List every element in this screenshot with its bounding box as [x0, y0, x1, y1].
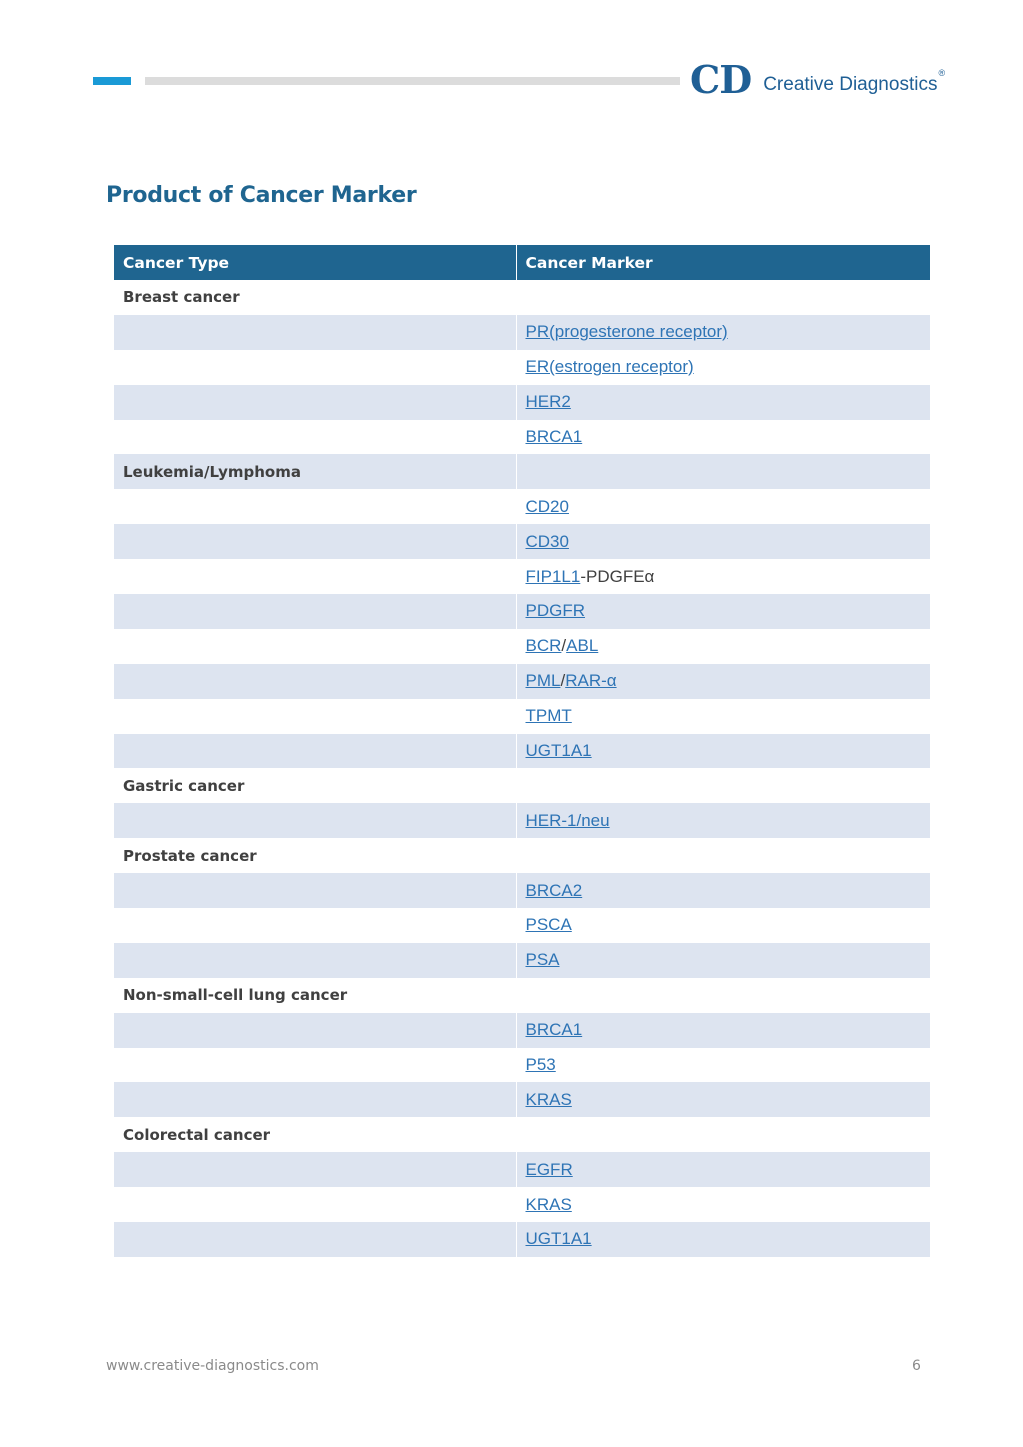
- footer-website: www.creative-diagnostics.com: [106, 1358, 319, 1374]
- marker-link[interactable]: PDGFR: [525, 601, 585, 621]
- table-row: [114, 594, 930, 629]
- cancer-marker-cell: [516, 943, 930, 978]
- logo-name: Creative Diagnostics: [763, 74, 938, 95]
- cancer-type-cell: [114, 1013, 516, 1048]
- marker-link[interactable]: PSA: [525, 950, 560, 970]
- cancer-marker-cell: [516, 280, 930, 315]
- cancer-marker-cell: [516, 1082, 930, 1117]
- marker-link[interactable]: HER2: [525, 392, 571, 412]
- cancer-marker-cell: [516, 1152, 930, 1187]
- cancer-type-cell: [114, 943, 516, 978]
- page-title: Product of Cancer Marker: [106, 183, 417, 208]
- table-row: [114, 385, 930, 420]
- cancer-type-cell: [114, 1082, 516, 1117]
- cancer-type-cell: [114, 629, 516, 664]
- cancer-marker-cell: [516, 629, 930, 664]
- table-row: [114, 699, 930, 734]
- table-row: [114, 1048, 930, 1083]
- header-divider-bar: [145, 77, 680, 85]
- cancer-type-cell: Prostate cancer: [114, 838, 516, 873]
- cancer-marker-cell: [516, 1048, 930, 1083]
- table-row: [114, 350, 930, 385]
- table-row: [114, 559, 930, 594]
- marker-text: /: [560, 671, 566, 691]
- marker-link[interactable]: PSCA: [525, 915, 572, 935]
- cancer-marker-cell: [516, 489, 930, 524]
- cancer-type-cell: [114, 1187, 516, 1222]
- cancer-marker-cell: [516, 350, 930, 385]
- table-row: [114, 1222, 930, 1257]
- table-row: [114, 838, 930, 873]
- marker-link[interactable]: TPMT: [525, 706, 572, 726]
- page-number: 6: [912, 1358, 921, 1374]
- cancer-marker-cell: [516, 454, 930, 489]
- table-row: [114, 315, 930, 350]
- marker-link[interactable]: ABL: [566, 636, 599, 656]
- cancer-type-cell: [114, 350, 516, 385]
- marker-link[interactable]: P53: [525, 1055, 556, 1075]
- cancer-marker-cell: [516, 1013, 930, 1048]
- cancer-type-cell: [114, 1048, 516, 1083]
- table-body: [114, 280, 930, 1257]
- table-row: [114, 734, 930, 769]
- cancer-marker-cell: [516, 420, 930, 455]
- marker-link[interactable]: KRAS: [525, 1089, 572, 1109]
- cancer-type-cell: [114, 594, 516, 629]
- cancer-marker-cell: [516, 385, 930, 420]
- cancer-type-cell: [114, 1222, 516, 1257]
- marker-link[interactable]: PR(progesterone receptor): [525, 322, 728, 342]
- marker-link[interactable]: CD20: [525, 496, 569, 516]
- table-row: [114, 664, 930, 699]
- table-row: [114, 978, 930, 1013]
- table-row: [114, 1117, 930, 1152]
- header-accent-bar: [93, 77, 131, 85]
- logo-mark: CD: [690, 57, 752, 102]
- cancer-type-cell: [114, 664, 516, 699]
- cancer-marker-cell: [516, 1222, 930, 1257]
- cancer-type-cell: [114, 734, 516, 769]
- table-row: [114, 629, 930, 664]
- table-row: [114, 943, 930, 978]
- cancer-type-cell: [114, 873, 516, 908]
- registered-mark: ®: [938, 68, 946, 78]
- cancer-type-cell: Gastric cancer: [114, 768, 516, 803]
- marker-link[interactable]: CD30: [525, 531, 569, 551]
- cancer-marker-cell: [516, 734, 930, 769]
- table-row: [114, 454, 930, 489]
- company-logo: [690, 58, 945, 102]
- cancer-marker-cell: [516, 873, 930, 908]
- cancer-type-cell: [114, 1152, 516, 1187]
- cancer-marker-cell: [516, 559, 930, 594]
- marker-link[interactable]: BRCA1: [525, 427, 583, 446]
- cancer-marker-cell: [516, 1117, 930, 1152]
- cancer-marker-cell: [516, 1187, 930, 1222]
- cancer-marker-cell: [516, 768, 930, 803]
- table-row: [114, 1013, 930, 1048]
- cancer-type-cell: [114, 559, 516, 594]
- marker-link[interactable]: BRCA2: [525, 880, 583, 900]
- cancer-type-cell: [114, 699, 516, 734]
- marker-link[interactable]: HER-1/neu: [525, 810, 610, 830]
- table-row: [114, 524, 930, 559]
- marker-link[interactable]: UGT1A1: [525, 1229, 592, 1249]
- table-row: [114, 489, 930, 524]
- cancer-marker-cell: [516, 803, 930, 838]
- table-row: [114, 873, 930, 908]
- cancer-type-cell: Non-small-cell lung cancer: [114, 978, 516, 1013]
- marker-link[interactable]: EGFR: [525, 1159, 573, 1179]
- cancer-type-cell: [114, 489, 516, 524]
- cancer-marker-table: [114, 245, 930, 1257]
- table-row: [114, 1187, 930, 1222]
- marker-text: /: [561, 636, 567, 656]
- column-header-cancer-type: Cancer Type: [114, 245, 516, 280]
- marker-link[interactable]: BCR: [525, 636, 562, 656]
- marker-text: -PDGFEα: [580, 566, 655, 586]
- cancer-type-cell: Breast cancer: [114, 280, 516, 315]
- column-header-cancer-marker: Cancer Marker: [516, 245, 930, 280]
- table-row: [114, 768, 930, 803]
- marker-link[interactable]: PML: [525, 671, 561, 691]
- cancer-type-cell: [114, 420, 516, 455]
- marker-link[interactable]: ER(estrogen receptor): [525, 357, 694, 377]
- marker-link[interactable]: FIP1L1: [525, 566, 581, 586]
- marker-link[interactable]: UGT1A1: [525, 741, 592, 761]
- table-header-row: [114, 245, 930, 280]
- cancer-type-cell: [114, 315, 516, 350]
- cancer-marker-cell: [516, 908, 930, 943]
- cancer-marker-cell: [516, 315, 930, 350]
- table-row: [114, 280, 930, 315]
- table-row: [114, 1152, 930, 1187]
- cancer-type-cell: [114, 385, 516, 420]
- cancer-type-cell: [114, 524, 516, 559]
- table-row: [114, 803, 930, 838]
- marker-link[interactable]: BRCA1: [525, 1020, 583, 1040]
- cancer-marker-cell: [516, 978, 930, 1013]
- table-row: [114, 1082, 930, 1117]
- cancer-marker-cell: [516, 524, 930, 559]
- cancer-type-cell: [114, 908, 516, 943]
- marker-link[interactable]: RAR-α: [565, 671, 617, 691]
- cancer-type-cell: Colorectal cancer: [114, 1117, 516, 1152]
- table-row: [114, 420, 930, 455]
- cancer-type-cell: Leukemia/Lymphoma: [114, 454, 516, 489]
- cancer-marker-cell: [516, 838, 930, 873]
- marker-link[interactable]: KRAS: [525, 1194, 572, 1214]
- table-row: [114, 908, 930, 943]
- cancer-marker-cell: [516, 664, 930, 699]
- cancer-marker-cell: [516, 699, 930, 734]
- cancer-type-cell: [114, 803, 516, 838]
- cancer-marker-cell: [516, 594, 930, 629]
